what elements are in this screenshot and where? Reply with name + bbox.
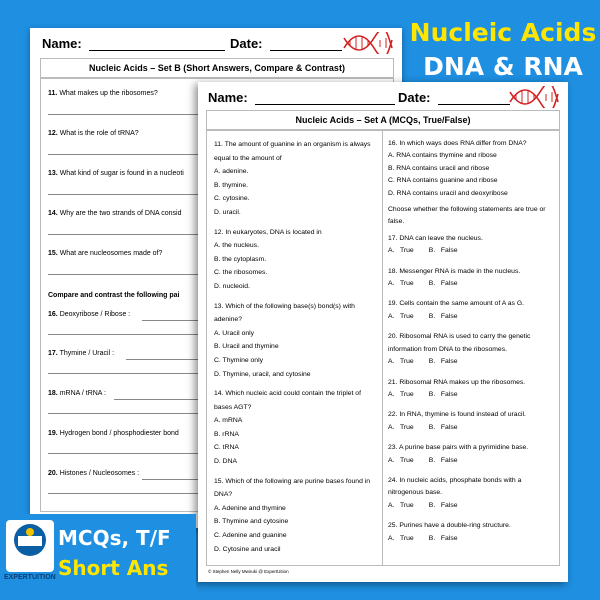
option[interactable]: A. mRNA [214,417,243,425]
pair-20: 20. Histones / Nucleosomes : [48,470,140,477]
option[interactable]: D. uracil. [214,208,241,216]
question-12: 12. What is the role of tRNA? [48,130,139,137]
option[interactable]: D. Cytosine and uracil [214,545,281,553]
tf-question: 22. In RNA, thymine is found instead of uracil. [388,411,526,419]
option[interactable]: C. tRNA [214,444,239,452]
answer-line[interactable] [48,453,198,454]
answer-line[interactable] [142,479,198,480]
option[interactable]: B. thymine. [214,181,248,189]
option[interactable]: A. Adenine and thymine [214,504,286,512]
option[interactable]: C. the ribosomes. [214,269,268,277]
pair-16: 16. Deoxyribose / Ribose : [48,311,131,318]
option[interactable]: C. Adenine and guanine [214,532,287,540]
mcq-question: 11. The amount of guanine in an organism is always equal to the amount of [214,141,371,162]
tf-question: 21. Ribosomal RNA makes up the ribosomes. [388,378,526,386]
tf-question: 24. In nucleic acids, phosphate bonds with a nitrogenous base. [388,476,522,497]
option[interactable]: B. the cytoplasm. [214,255,267,263]
answer-line[interactable] [48,334,198,335]
set-a-title: Nucleic Acids – Set A (MCQs, True/False) [206,110,560,130]
pair-19: 19. Hydrogen bond / phosphodiester bond [48,430,179,437]
tf-options[interactable]: A. True B. False [388,312,458,320]
badge-line1: MCQs, T/F [58,526,171,550]
tf-options[interactable]: A. True B. False [388,280,458,288]
question-13: 13. What kind of sugar is found in a nucleoti [48,170,184,177]
right-column [388,138,554,545]
dna-helix-icon [508,86,560,108]
date-header: Date: [398,90,510,105]
tf-options[interactable]: A. True B. False [388,501,458,509]
answer-line[interactable] [126,359,198,360]
option[interactable]: B. Uracil and thymine [214,343,279,351]
column-divider [382,130,383,566]
answer-line[interactable] [48,413,198,414]
badge-line2: Short Ans [58,556,169,580]
answer-line[interactable] [114,399,198,400]
option[interactable]: C. Thymine only [214,356,263,364]
tf-options[interactable]: A. True B. False [388,456,458,464]
worksheet-set-a [198,82,568,582]
tf-question: 19. Cells contain the same amount of A as G. [388,300,525,308]
answer-line[interactable] [48,373,198,374]
name-header: Name: [208,90,395,105]
option[interactable]: C. cytosine. [214,195,250,203]
expertuition-logo [6,520,54,572]
banner-title-line2: DNA & RNA [423,52,583,81]
mcq-left-column [214,138,378,556]
answer-line[interactable] [48,493,198,494]
option[interactable]: B. rRNA [214,430,239,438]
tf-instruction: Choose whether the following statements are true or false. [388,206,546,226]
tf-options[interactable]: A. True B. False [388,423,458,431]
option[interactable]: A. RNA contains thymine and ribose [388,152,497,160]
tf-options[interactable]: A. True B. False [388,358,458,366]
tf-question: 18. Messenger RNA is made in the nucleus. [388,267,521,275]
banner-title-line1: Nucleic Acids [409,18,597,47]
copyright: © Stephen Nelly Mwiruki @ ExpertUition [208,569,289,574]
question-14: 14. Why are the two strands of DNA consid [48,210,182,217]
question-15: 15. What are nucleosomes made of? [48,250,163,257]
pair-18: 18. mRNA / tRNA : [48,390,106,397]
tf-question: 25. Purines have a double-ring structure. [388,522,511,530]
brand-text: EXPERTUITION [4,574,56,581]
tf-options[interactable]: A. True B. False [388,390,458,398]
mcq-question: 13. Which of the following base(s) bond(s) with adenine? [214,302,355,324]
option[interactable]: A. the nucleus. [214,242,259,250]
option[interactable]: A. adenine. [214,168,249,176]
tf-options[interactable]: A. True B. False [388,247,458,255]
logo-emblem-icon [6,520,54,560]
tf-options[interactable]: A. True B. False [388,534,458,542]
question-11: 11. What makes up the ribosomes? [48,90,158,97]
set-b-title: Nucleic Acids – Set B (Short Answers, Compare & Contrast) [40,58,394,78]
tf-question: 23. A purine base pairs with a pyrimidine base. [388,444,529,452]
option[interactable]: B. RNA contains uracil and ribose [388,164,490,172]
option[interactable]: D. Thymine, uracil, and cytosine [214,370,311,378]
pair-17: 17. Thymine / Uracil : [48,350,115,357]
compare-heading: Compare and contrast the following pai [48,292,180,299]
name-header: Name: [42,36,225,51]
mcq-question: 15. Which of the following are purine bases found in DNA? [214,477,371,499]
mcq-question: 12. In eukaryotes, DNA is located in [214,228,322,236]
option[interactable]: D. nucleoid. [214,282,250,290]
answer-line[interactable] [142,320,198,321]
tf-question: 17. DNA can leave the nucleus. [388,234,483,242]
date-header: Date: [230,36,342,51]
option[interactable]: C. RNA contains guanine and ribose [388,177,498,185]
mcq-question: 14. Which nucleic acid could contain the triplet of bases AGT? [214,390,361,411]
mcq-question: 16. In which ways does RNA differ from DNA? [388,140,527,147]
option[interactable]: B. Thymine and cytosine [214,518,289,526]
option[interactable]: A. Uracil only [214,329,255,337]
option[interactable]: D. DNA [214,458,238,466]
option[interactable]: D. RNA contains uracil and deoxyribose [388,189,508,197]
dna-helix-icon [342,32,394,54]
tf-question: 20. Ribosomal RNA is used to carry the genetic information from DNA to the ribosomes. [388,333,531,353]
